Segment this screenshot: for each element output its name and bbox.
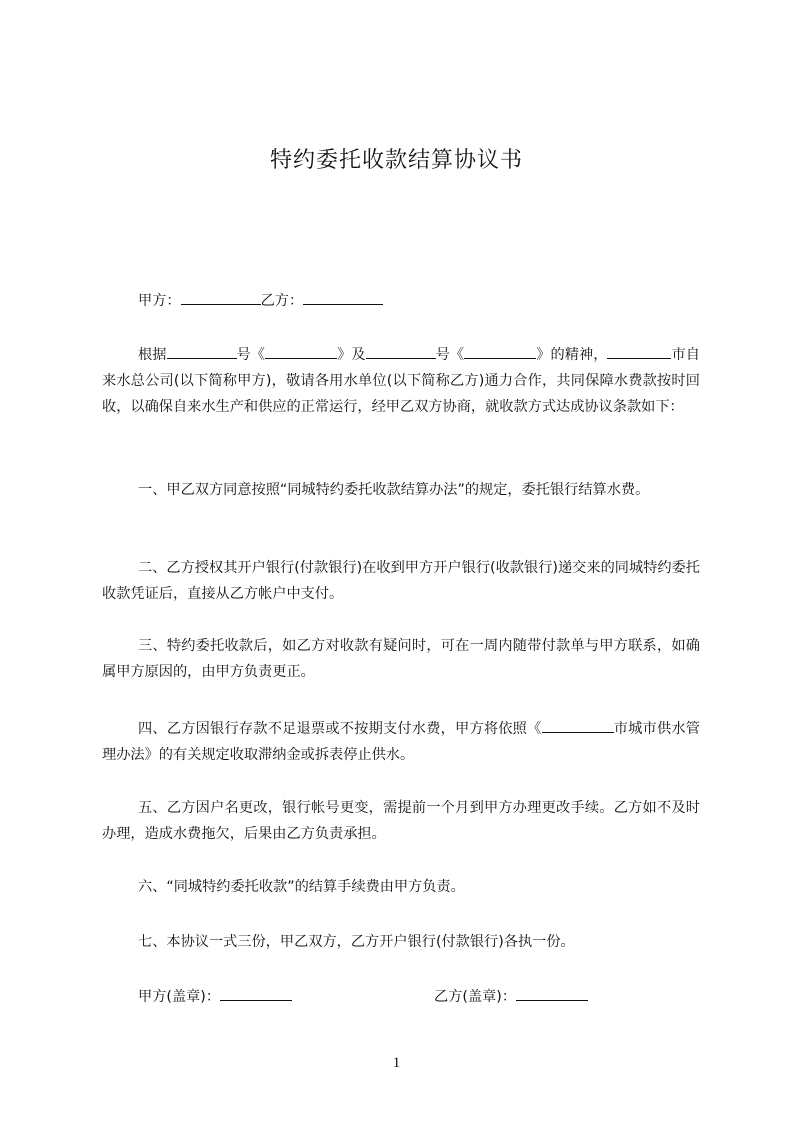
intro-text-5: 》的精神， [536, 347, 608, 363]
clause-2: 二、乙方授权其开户银行(付款银行)在收到甲方开户银行(收款银行)递交来的同城特约委托收款凭证后，直接从乙方帐户中支付。 [102, 560, 700, 602]
intro-text-6: 市自来水总公司(以下简称甲方)，敬请各用水单位(以下简称乙方)通力合作，共同保障水费款按时回收，以确保自来水生产和供应的正常运行，经甲乙双方协商，就收款方式达成协议条款如下： [102, 347, 700, 415]
clause-3: 三、特约委托收款后，如乙方对收款有疑问时，可在一周内随带付款单与甲方联系，如确属甲方原因的，由甲方负责更正。 [102, 638, 700, 680]
doc-number-blank-1 [167, 344, 237, 359]
party-a-signature [138, 984, 292, 1010]
parties-line [102, 288, 700, 314]
clause-1: 一、甲乙双方同意按照“同城特约委托收款结算办法”的规定，委托银行结算水费。 [138, 482, 650, 498]
clause-7: 七、本协议一式三份，甲乙双方，乙方开户银行(付款银行)各执一份。 [138, 934, 575, 950]
party-b-blank [303, 290, 383, 305]
intro-text-3: 》及 [337, 347, 366, 363]
party-a-seal-label: 甲方(盖章)： [138, 989, 221, 1005]
document-title: 特约委托收款结算协议书 [269, 148, 523, 173]
clause-4-text-1: 四、乙方因银行存款不足退票或不按期支付水费，甲方将依照《 [138, 721, 542, 737]
doc-name-blank-2 [464, 344, 536, 359]
party-a-label: 甲方： [138, 293, 181, 309]
city-name-blank [542, 718, 614, 733]
clause-4 [102, 716, 700, 768]
intro-text-2: 号《 [236, 347, 266, 363]
city-blank [607, 344, 671, 359]
doc-name-blank-1 [265, 344, 337, 359]
page-number: 1 [392, 1055, 401, 1071]
party-a-seal-blank [220, 986, 292, 1001]
clause-5: 五、乙方因户名更改，银行帐号更变，需提前一个月到甲方办理更改手续。乙方如不及时办理，造成水费拖欠，后果由乙方负责承担。 [102, 800, 700, 842]
party-a-blank [181, 290, 261, 305]
clause-4-text-2: 市城市供水管理办法》的有关规定收取滞纳金或拆表停止供水。 [102, 721, 700, 763]
party-b-signature [434, 984, 588, 1010]
party-b-seal-label: 乙方(盖章)： [434, 989, 517, 1005]
clause-6: 六、“同城特约委托收款”的结算手续费由甲方负责。 [138, 879, 465, 895]
intro-text-1: 根据 [138, 347, 167, 363]
doc-number-blank-2 [366, 344, 436, 359]
party-b-label: 乙方： [260, 293, 304, 309]
intro-paragraph [102, 342, 700, 420]
intro-text-4: 号《 [435, 347, 465, 363]
party-b-seal-blank [516, 986, 588, 1001]
